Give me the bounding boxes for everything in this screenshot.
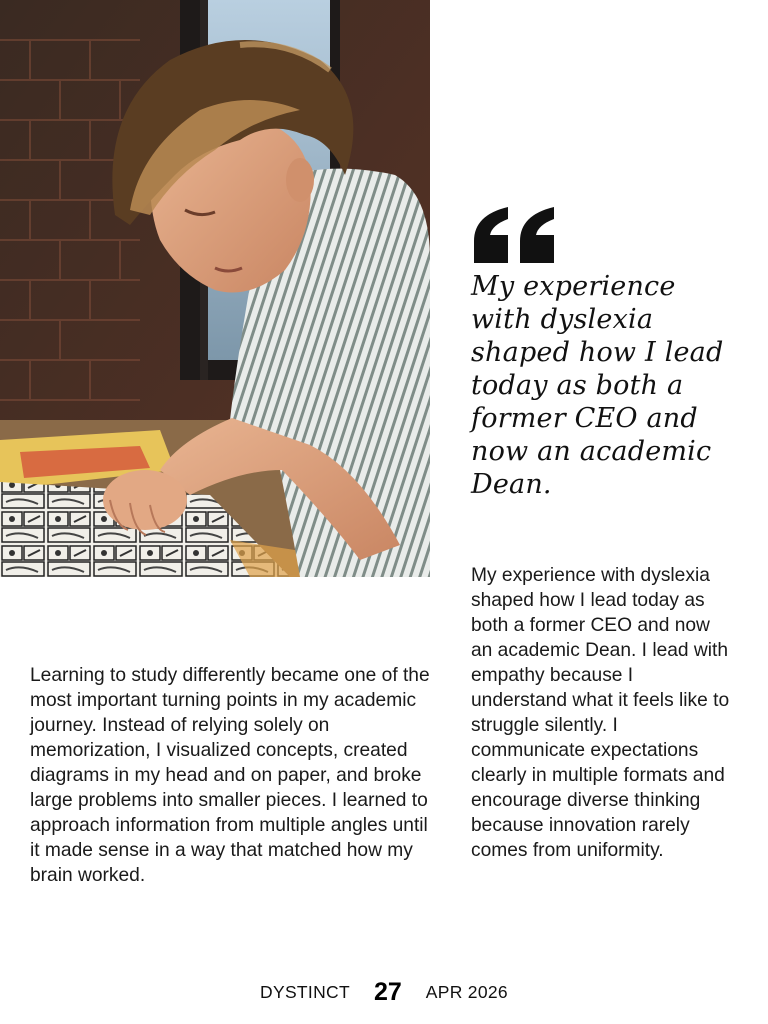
page-footer — [0, 975, 768, 1009]
body-column-left: Learning to study differently became one of the most important turning points in my academic journey. Instead of relying solely on memorization, I visualized concepts, created diagrams in my head and on paper, and broke large problems into smaller pieces. I learned to approach information from multiple angles until it made sense in a way that matched how my brain worked. — [30, 665, 430, 886]
issue-date: APR 2026 — [425, 981, 508, 1002]
publication-name: DYSTINCT — [260, 981, 350, 1002]
page-number: 27 — [373, 977, 402, 1006]
feature-photo — [0, 0, 430, 577]
quotation-mark-icon — [470, 205, 560, 267]
pull-quote: My experience with dyslexia shaped how I lead today as both a former CEO and now an academic Dean. — [471, 271, 724, 500]
photo-illustration — [0, 0, 430, 577]
body-column-right: My experience with dyslexia shaped how I lead today as both a former CEO and now an academic Dean. I lead with empathy because I understand what it feels like to struggle silently. I communicate expectations clearly in multiple formats and encourage diverse thinking because innovation rarely comes from uniformity. — [471, 565, 730, 861]
